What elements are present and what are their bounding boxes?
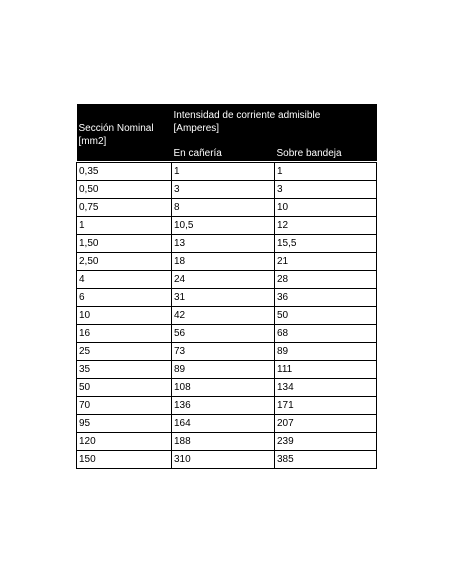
conduit-current-cell: 188: [172, 433, 275, 451]
conduit-current-cell: 13: [172, 235, 275, 253]
tray-column-header: Sobre bandeja: [275, 143, 377, 161]
table-row: [77, 415, 377, 433]
section-cell: 6: [77, 289, 172, 307]
conduit-current-cell: 18: [172, 253, 275, 271]
section-cell: 10: [77, 307, 172, 325]
tray-current-cell: 111: [275, 361, 377, 379]
tray-current-cell: 385: [275, 451, 377, 469]
section-cell: 1: [77, 217, 172, 235]
table-row: [77, 433, 377, 451]
conduit-current-cell: 89: [172, 361, 275, 379]
ampacity-table: [76, 104, 377, 469]
table-header: [77, 104, 377, 163]
section-header: Sección Nominal [mm2]: [77, 104, 172, 161]
table-row: [77, 361, 377, 379]
table-row: [77, 379, 377, 397]
section-cell: 16: [77, 325, 172, 343]
table-row: [77, 325, 377, 343]
tray-current-cell: 3: [275, 181, 377, 199]
tray-current-cell: 10: [275, 199, 377, 217]
conduit-current-cell: 310: [172, 451, 275, 469]
section-cell: 25: [77, 343, 172, 361]
table-row: [77, 289, 377, 307]
conduit-current-cell: 1: [172, 163, 275, 181]
table-row: [77, 397, 377, 415]
section-cell: 95: [77, 415, 172, 433]
tray-current-cell: 134: [275, 379, 377, 397]
table-row: [77, 271, 377, 289]
table-row: [77, 307, 377, 325]
conduit-current-cell: 10,5: [172, 217, 275, 235]
table-row: [77, 253, 377, 271]
conduit-current-cell: 136: [172, 397, 275, 415]
tray-current-cell: 50: [275, 307, 377, 325]
tray-current-cell: 207: [275, 415, 377, 433]
tray-current-cell: 28: [275, 271, 377, 289]
section-cell: 35: [77, 361, 172, 379]
conduit-current-cell: 164: [172, 415, 275, 433]
section-cell: 70: [77, 397, 172, 415]
conduit-column-header: En cañería: [172, 143, 275, 161]
table-row: [77, 181, 377, 199]
tray-current-cell: 12: [275, 217, 377, 235]
table-body: [77, 163, 377, 469]
table-row: [77, 163, 377, 181]
tray-current-cell: 68: [275, 325, 377, 343]
header-row-main: [77, 104, 377, 143]
section-cell: 4: [77, 271, 172, 289]
current-group-header: Intensidad de corriente admisible [Amperes]: [172, 104, 377, 143]
tray-current-cell: 239: [275, 433, 377, 451]
conduit-current-cell: 3: [172, 181, 275, 199]
section-cell: 1,50: [77, 235, 172, 253]
conduit-current-cell: 56: [172, 325, 275, 343]
section-cell: 120: [77, 433, 172, 451]
tray-current-cell: 21: [275, 253, 377, 271]
tray-current-cell: 1: [275, 163, 377, 181]
section-cell: 150: [77, 451, 172, 469]
section-cell: 50: [77, 379, 172, 397]
section-cell: 2,50: [77, 253, 172, 271]
section-cell: 0,35: [77, 163, 172, 181]
table-row: [77, 217, 377, 235]
table-row: [77, 343, 377, 361]
table-row: [77, 235, 377, 253]
tray-current-cell: 36: [275, 289, 377, 307]
conduit-current-cell: 24: [172, 271, 275, 289]
tray-current-cell: 89: [275, 343, 377, 361]
conduit-current-cell: 8: [172, 199, 275, 217]
conduit-current-cell: 73: [172, 343, 275, 361]
section-cell: 0,75: [77, 199, 172, 217]
tray-current-cell: 171: [275, 397, 377, 415]
conduit-current-cell: 108: [172, 379, 275, 397]
section-cell: 0,50: [77, 181, 172, 199]
table-row: [77, 199, 377, 217]
conduit-current-cell: 31: [172, 289, 275, 307]
table-row: [77, 451, 377, 469]
tray-current-cell: 15,5: [275, 235, 377, 253]
conduit-current-cell: 42: [172, 307, 275, 325]
